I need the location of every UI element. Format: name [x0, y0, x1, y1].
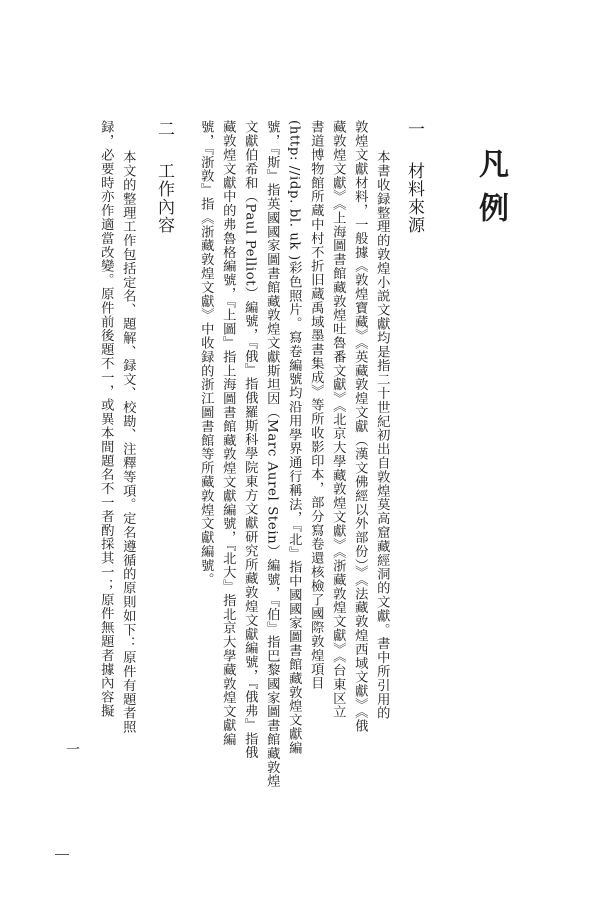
margin-mark [55, 854, 69, 855]
section-number: 一 [404, 120, 424, 138]
section-heading-2 [152, 120, 177, 234]
section-title: 材料來源 [404, 162, 424, 234]
page-number: 一 [64, 742, 80, 756]
body-line: 號，『浙敦』指《浙藏敦煌文獻》中收録的浙江圖書館等所藏敦煌文獻編號。 [198, 120, 214, 586]
body-line: 本文的整理工作包括定名、題解、録文、校勘、注釋等項。定名遵循的原則如下：原件有題者照 [120, 150, 136, 734]
body-line: 敦煌文獻材料，一般據《敦煌寶藏》《英藏敦煌文獻（漢文佛經以外部份）》《法藏敦煌西域文獻》《俄 [352, 120, 368, 733]
section-title: 工作內容 [154, 162, 174, 234]
body-line: 藏敦煌文獻中的弗魯格編號，『上圖』指上海圖書館藏敦煌文獻編號，『北大』指北京大學藏敦煌文獻編 [220, 120, 236, 747]
section-heading-1 [402, 120, 427, 234]
body-line: (http: //idp. bl. uk )彩色照片。寫卷編號均沿用學界通行稱法，『北』指中國國家圖書館藏敦煌文獻編 [286, 120, 302, 755]
body-line: 本書收録整理的敦煌小説文獻均是指二十世紀初出自敦煌莫高窟藏經洞的文獻。書中所引用的 [374, 150, 390, 720]
body-line: 録，必要時亦作適當改變。原件前後題不一，或異本間題名不一者酌採其一；原件無題者據內容擬 [98, 120, 114, 718]
body-line: 書道博物館所蔵中村不折旧蔵禹域墨書集成》等所收影印本，部分寫卷還核檢了國際敦煌項目 [308, 120, 324, 690]
body-line: 號，『斯』指英國國家圖書館藏敦煌文獻斯坦因（Marc Aurel Stein）編號，『伯』指巴黎國家圖書館藏敦煌 [264, 120, 280, 788]
section-number: 二 [154, 120, 174, 138]
page-title: 凡例 [473, 148, 508, 236]
body-line: 藏敦煌文獻》《上海圖書館藏敦煌吐魯番文獻》《北京大學藏敦煌文獻》《浙藏敦煌文獻》《台東区立 [330, 120, 346, 719]
body-line: 文獻伯希和（Paul Pelliot）編號，『俄』指俄羅斯科學院東方文獻研究所藏敦煌文獻編號，『俄弗』指俄 [242, 120, 258, 760]
